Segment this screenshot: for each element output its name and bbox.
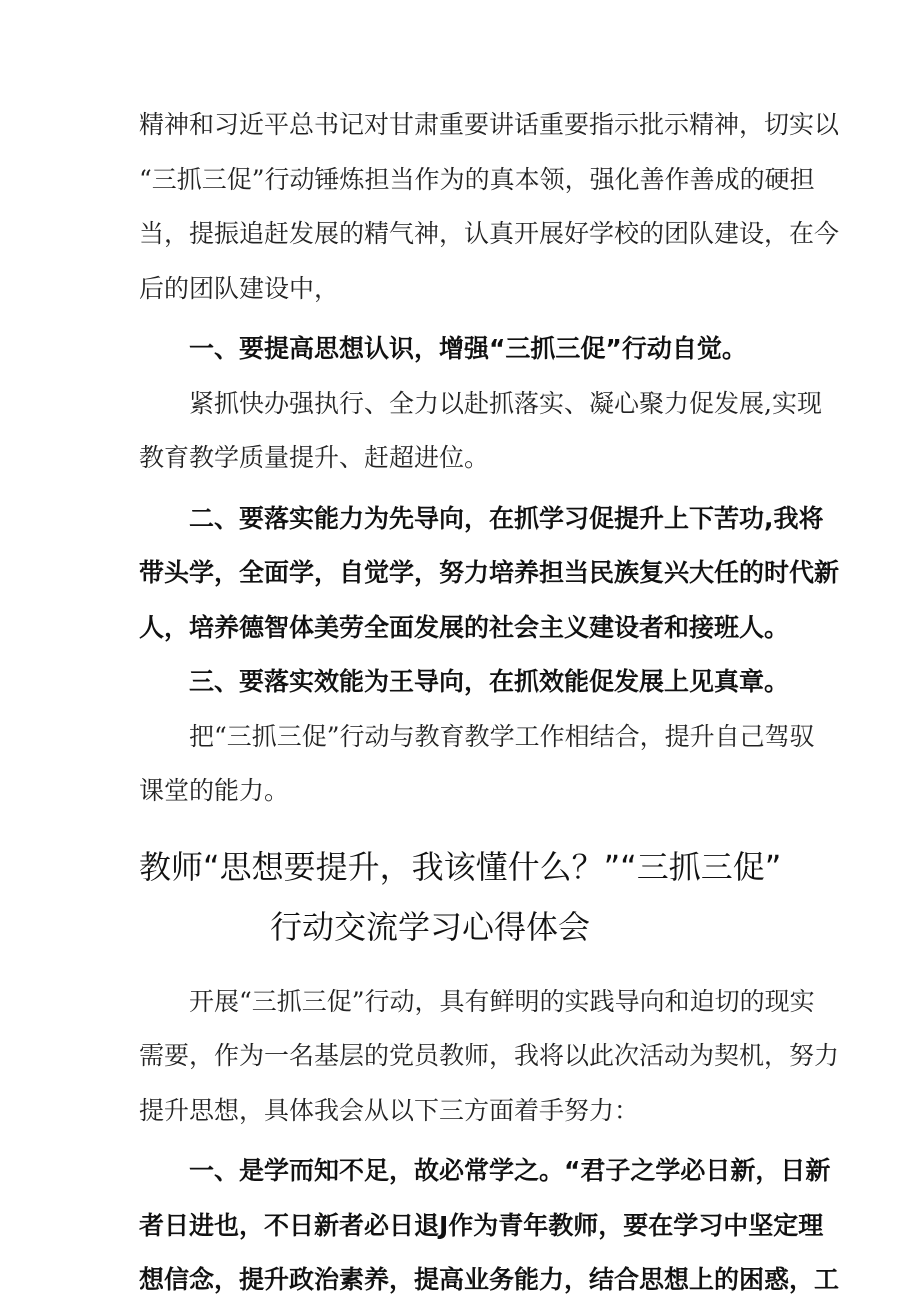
body-line: 把“三抓三促”行动与教育教学工作相结合，提升自己驾驭 (189, 721, 815, 751)
section-two-point-one-line: 者日进也，不日新者必日退J作为青年教师，要在学习中坚定理 (139, 1210, 824, 1240)
point-two-line: 人，培养德智体美劳全面发展的社会主义建设者和接班人。 (139, 612, 790, 642)
point-two-line: 二、要落实能力为先导向，在抓学习促提升上下苦功,我将 (189, 503, 824, 533)
body-line: 教育教学质量提升、赶超进位。 (139, 443, 490, 472)
article-title-line-1: 教师“思想要提升，我该懂什么？”“三抓三促” (139, 847, 782, 886)
body-line: 当，提振追赶发展的精气神，认真开展好学校的团队建设，在今 (139, 219, 840, 248)
document-page (139, 98, 840, 1308)
point-two-line: 带头学，全面学，自觉学，努力培养担当民族复兴大任的时代新 (139, 558, 840, 587)
body-line: 后的团队建设中， (139, 273, 340, 303)
body-line: 开展“三抓三促”行动，具有鲜明的实践导向和迫切的现实 (189, 986, 815, 1016)
point-one-heading: 一、要提高思想认识，增强“三抓三促”行动自觉。 (189, 334, 747, 363)
body-line: 课堂的能力。 (139, 776, 290, 805)
article-title (139, 837, 789, 957)
body-line: 精神和习近平总书记对甘肃重要讲话重要指示批示精神，切实以 (139, 110, 840, 139)
body-line: 提升思想，具体我会从以下三方面着手努力： (139, 1095, 640, 1125)
point-three-heading: 三、要落实效能为王导向，在抓效能促发展上见真章。 (189, 667, 790, 696)
section-two-point-one-line: 一、是学而知不足，故必常学之。“君子之学必日新，日新 (189, 1156, 831, 1185)
article-title-line-2: 行动交流学习心得体会 (270, 907, 591, 946)
body-line: 需要，作为一名基层的党员教师，我将以此次活动为契机，努力 (139, 1041, 840, 1070)
body-line: “三抓三促”行动锤炼担当作为的真本领，强化善作善成的硬担 (139, 164, 815, 194)
section-two-point-one-line: 想信念，提升政治素养，提高业务能力，结合思想上的困惑，工 (139, 1265, 840, 1294)
body-line: 紧抓快办强执行、全力以赴抓落实、凝心聚力促发展,实现 (189, 388, 822, 418)
